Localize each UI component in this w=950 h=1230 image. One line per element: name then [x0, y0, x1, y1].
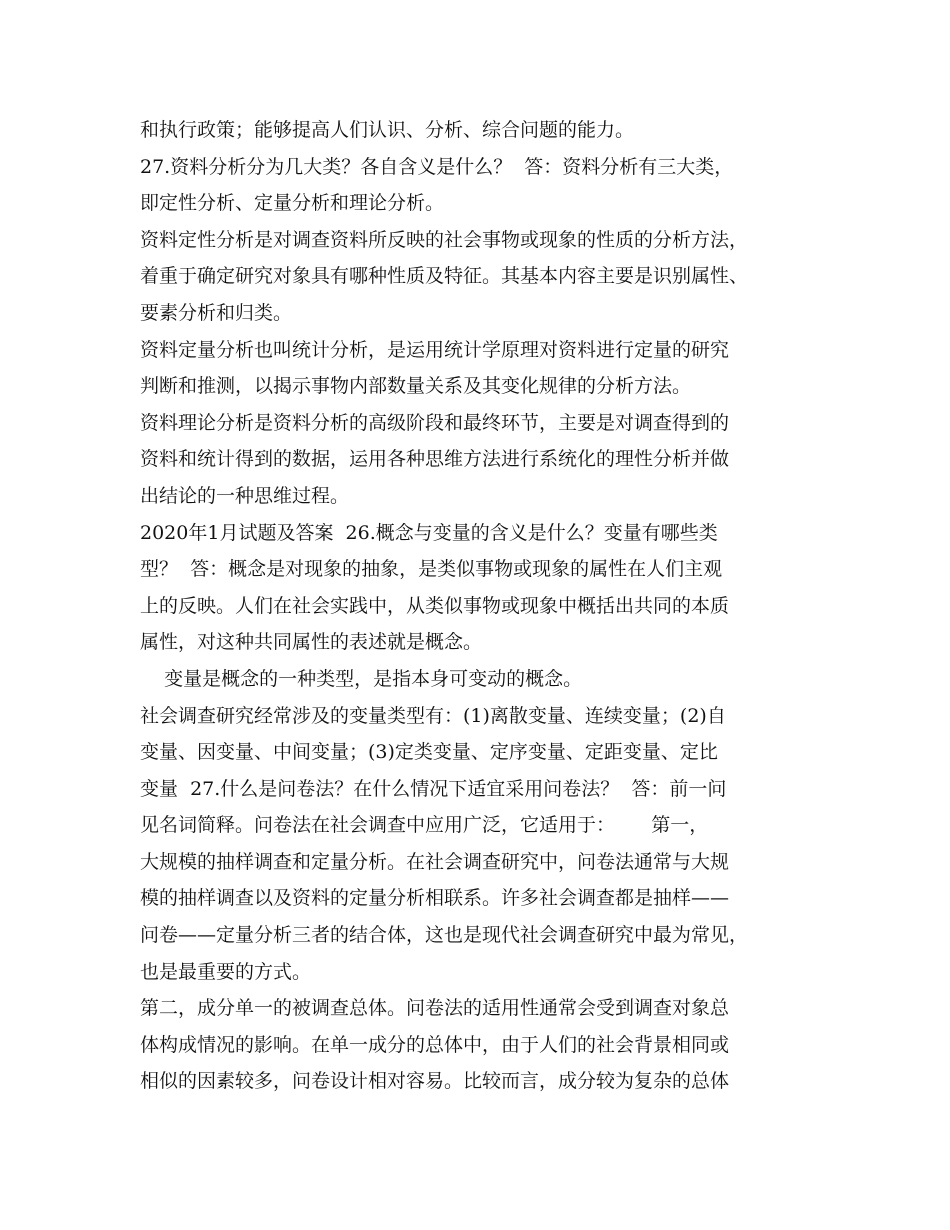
text-line: 27.资料分析分为几大类？各自含义是什么？ 答：资料分析有三大类，: [140, 155, 734, 178]
text-line: 第二，成分单一的被调查总体。问卷法的适用性通常会受到调查对象总: [140, 997, 730, 1020]
text-line: 属性，对这种共同属性的表述就是概念。: [140, 631, 483, 654]
text-line: 型？ 答：概念是对现象的抽象，是类似事物或现象的属性在人们主观: [140, 558, 723, 581]
text-line: 和执行政策；能够提高人们认识、分析、综合问题的能力。: [140, 119, 635, 141]
text-line: 资料理论分析是资料分析的高级阶段和最终环节，主要是对调查得到的: [140, 411, 730, 434]
text-line: 问卷——定量分析三者的结合体，这也是现代社会调查研究中最为常见，: [140, 924, 749, 947]
text-line: 社会调查研究经常涉及的变量类型有：(1)离散变量、连续变量；(2)自: [140, 704, 726, 727]
text-line: 变量、因变量、中间变量；(3)定类变量、定序变量、定距变量、定比: [140, 741, 718, 764]
text-line: 判断和推测，以揭示事物内部数量关系及其变化规律的分析方法。: [140, 375, 692, 398]
text-line: 即定性分析、定量分析和理论分析。: [140, 192, 445, 215]
text-line: 资料和统计得到的数据，运用各种思维方法进行系统化的理性分析并做: [140, 448, 730, 471]
text-line: 上的反映。人们在社会实践中，从类似事物或现象中概括出共同的本质: [140, 594, 730, 617]
text-line: 要素分析和归类。: [140, 301, 293, 324]
text-line: 相似的因素较多，问卷设计相对容易。比较而言，成分较为复杂的总体: [140, 1070, 730, 1093]
text-line: 变量是概念的一种类型，是指本身可变动的概念。: [140, 667, 583, 690]
text-line: 2020年1月试题及答案 26.概念与变量的含义是什么？变量有哪些类: [140, 521, 718, 544]
text-line: 着重于确定研究对象具有哪种性质及特征。其基本内容主要是识别属性、: [140, 265, 749, 288]
text-line: 大规模的抽样调查和定量分析。在社会调查研究中，问卷法通常与大规: [140, 850, 730, 873]
text-line: 模的抽样调查以及资料的定量分析相联系。许多社会调查都是抽样——: [140, 887, 730, 910]
text-line: 资料定量分析也叫统计分析，是运用统计学原理对资料进行定量的研究: [140, 338, 730, 361]
text-line: 变量 27.什么是问卷法？在什么情况下适宜采用问卷法？ 答：前一问: [140, 777, 727, 800]
text-line: 也是最重要的方式。: [140, 960, 312, 983]
text-line: 出结论的一种思维过程。: [140, 484, 350, 507]
document-body: [140, 112, 840, 1100]
text-line: 见名词简释。问卷法在社会调查中应用广泛，它适用于： 第一，: [140, 814, 709, 837]
text-line: 资料定性分析是对调查资料所反映的社会事物或现象的性质的分析方法，: [140, 228, 749, 251]
text-line: 体构成情况的影响。在单一成分的总体中，由于人们的社会背景相同或: [140, 1033, 730, 1056]
